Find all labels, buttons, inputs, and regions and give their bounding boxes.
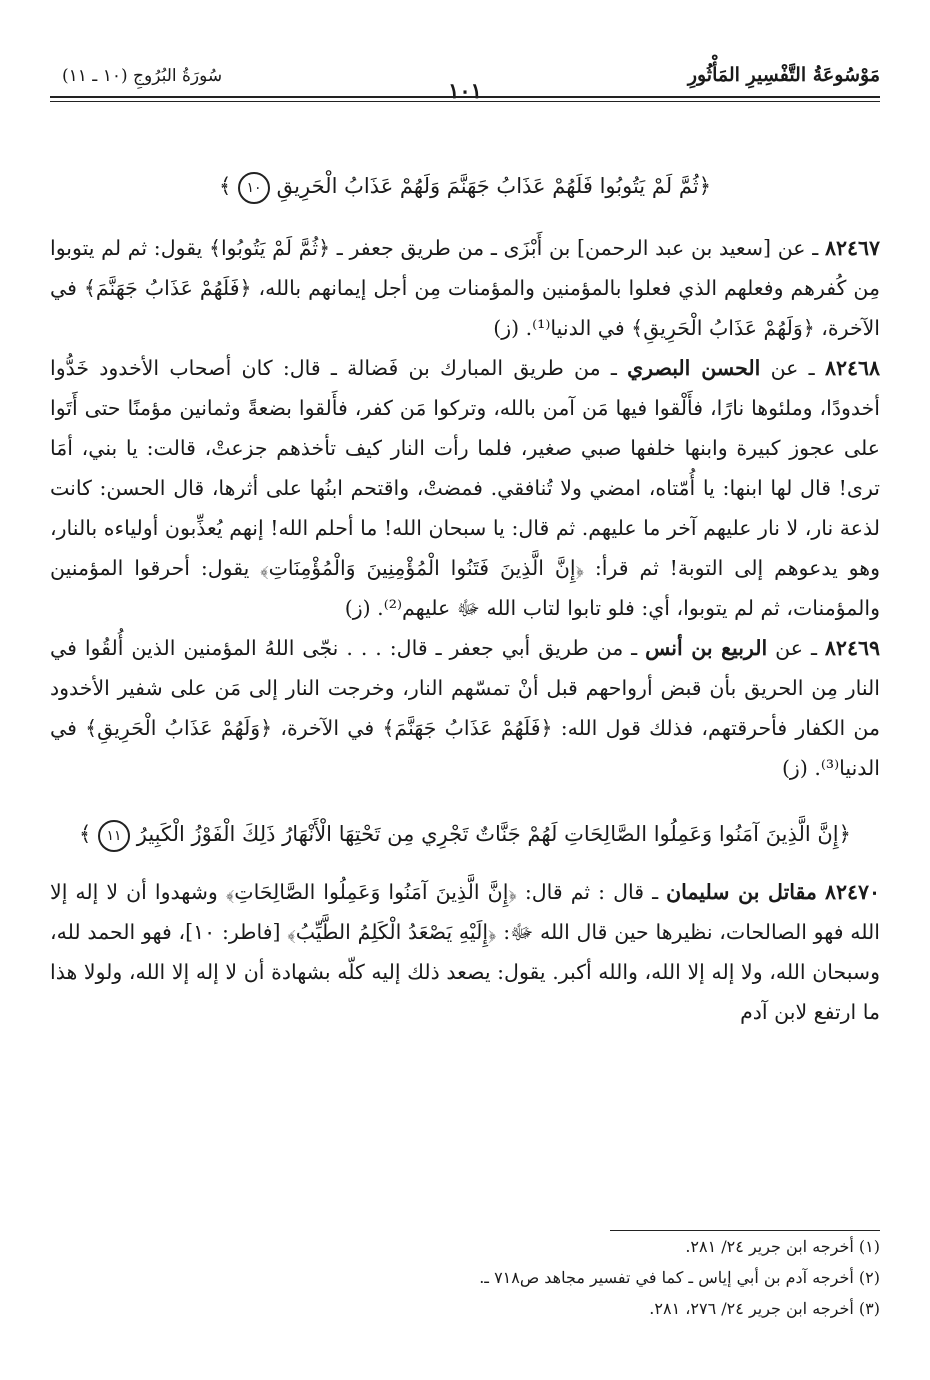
page	[50, 62, 880, 1032]
narrator-name: مقاتل بن سليمان	[666, 880, 817, 904]
narrator-name: الربيع بن أنس	[645, 636, 768, 660]
entry-82467	[50, 228, 880, 348]
verse-number-mark: ١١	[98, 820, 130, 852]
page-number: ١٠١	[448, 78, 482, 103]
entry-text: ـ من طريق المبارك بن فَضالة ـ قال: كان أصحاب الأخدود خَدُّوا أخدودًا، وملئوها نارًا، فأَلْقوا فيها مَن آمن بالله، وتركوا مَن كفر، فأَلقوا بضعةً وثمانين مؤمنًا حتى أَتَوا على عجوز كبيرة وابنها خلفها صبي صغير، فلما رأت النار كيف تأخذهم جزعتْ، قالت: يا بني، أمَا ترى! قال لها ابنها: يا أُمّتاه، امضي ولا تُنافقي. فمضتْ، واقتحم ابنُها على أثرها، قال الحسن: كانت لذعة نار، لا نار عليهم آخر ما عليهم. ثم قال: يا سبحان الله! ما أحلم الله! إنهم يُعذِّبون أولياءه بالنار، وهو يدعوهم إلى التوبة! ثم قرأ: ﴿إِنَّ الَّذِينَ فَتَنُوا الْمُؤْمِنِينَ وَالْمُؤْمِنَاتِ﴾ يقول: أحرقوا المؤمنين والمؤمنات، ثم لم يتوبوا، أي: فلو تابوا لتاب الله ﷻ عليهم⁽²⁾. (ز)	[50, 356, 880, 620]
entry-82470	[50, 872, 880, 1032]
verse-11	[50, 814, 880, 854]
verse-close: ﴾	[218, 174, 232, 198]
book-title: مَوْسُوعَةُ التَّفْسِيرِ المَأْثُورِ	[687, 64, 880, 86]
verse-number-mark: ١٠	[238, 172, 270, 204]
narrator-name: الحسن البصري	[627, 356, 761, 380]
verse-10	[50, 166, 880, 206]
header-rule	[50, 96, 880, 98]
footnote-1: (١) أخرجه ابن جرير ٢٤/ ٢٨١.	[685, 1237, 880, 1256]
entry-82468: ٨٢٤٦٨ ـ عن الحسن البصري ـ من طريق المبارك بن فَضالة ـ قال: كان أصحاب الأخدود خَدُّوا أخدودًا، وملئوها نارًا، فأَلْقوا فيها مَن آمن بالله، وتركوا مَن كفر، فأَلقوا بضعةً وثمانين مؤمنًا حتى أَتَوا على عجوز كبيرة وابنها خلفها صبي صغير، فلما رأت النار كيف تأخذهم جزعتْ، قالت: يا بني، أمَا ترى! قال لها ابنها: يا أُمّتاه، امضي ولا تُنافقي. فمضتْ، واقتحم ابنُها على أثرها، قال الحسن: كانت لذعة نار، لا نار عليهم آخر ما عليهم. ثم قال: يا سبحان الله! ما أحلم الله! إنهم يُعذِّبون أولياءه بالنار، وهو يدعوهم إلى التوبة! ثم قرأ: ﴿إِنَّ الَّذِينَ فَتَنُوا الْمُؤْمِنِينَ وَالْمُؤْمِنَاتِ﴾ يقول: أحرقوا المؤمنين والمؤمنات، ثم لم يتوبوا، أي: فلو تابوا لتاب الله ﷻ عليهم⁽²⁾. (ز)	[50, 356, 880, 620]
footnotes	[50, 1230, 880, 1324]
entry-number: ٨٢٤٦٩	[824, 636, 880, 660]
entry-82469: ٨٢٤٦٩ ـ عن الربيع بن أنس ـ من طريق أبي جعفر ـ قال: . . . نجّى اللهُ المؤمنين الذين أُلقُوا في النار مِن الحريق بأن قبض أرواحهم قبل أنْ تمسّهم النار، وخرجت النار إلى مَن على شفير الأخدود من الكفار فأحرقتهم، فذلك قول الله: ﴿فَلَهُمْ عَذَابُ جَهَنَّمَ﴾ في الآخرة، ﴿وَلَهُمْ عَذَابُ الْحَرِيقِ﴾ في الدنيا⁽³⁾. (ز)	[50, 636, 880, 780]
page-header	[50, 62, 880, 103]
entry-text: ـ قال : ثم قال: ﴿إِنَّ الَّذِينَ آمَنُوا وَعَمِلُوا الصَّالِحَاتِ﴾ وشهدوا أن لا إله إلا الله فهو الصالحات، نظيرها حين قال الله ﷻ: ﴿إِلَيْهِ يَصْعَدُ الْكَلِمُ الطَّيِّبُ﴾ [فاطر: ١٠]، فهو الحمد لله، وسبحان الله، ولا إله إلا الله، والله أكبر. يقول: يصعد ذلك إليه كلّه بشهادة أن لا إله إلا الله، ولولا هذا ما ارتفع لابن آدم	[50, 880, 880, 1024]
entry-number: ٨٢٤٦٨	[824, 356, 880, 380]
entry-text: ـ عن [سعيد بن عبد الرحمن] بن أَبْزَى ـ من طريق جعفر ـ ﴿ثُمَّ لَمْ يَتُوبُوا﴾ يقول: ثم لم يتوبوا مِن كُفرهم وفعلهم الذي فعلوا بالمؤمنين والمؤمنات مِن أجل إيمانهم بالله، ﴿فَلَهُمْ عَذَابُ جَهَنَّمَ﴾ في الآخرة، ﴿وَلَهُمْ عَذَابُ الْحَرِيقِ﴾ في الدنيا⁽¹⁾. (ز)	[50, 236, 880, 340]
footnote-2: (٢) أخرجه آدم بن أبي إياس ـ كما في تفسير مجاهد ص٧١٨ ـ.	[479, 1268, 880, 1287]
entry-number: ٨٢٤٧٠	[824, 880, 880, 904]
surah-label: سُورَةُ البُرُوجِ (١٠ ـ ١١)	[62, 66, 223, 86]
footnote-3: (٣) أخرجه ابن جرير ٢٤/ ٢٧٦، ٢٨١.	[649, 1299, 880, 1318]
verse-text: ﴿ثُمَّ لَمْ يَتُوبُوا فَلَهُمْ عَذَابُ جَهَنَّمَ وَلَهُمْ عَذَابُ الْحَرِيقِ	[276, 174, 711, 198]
verse-text: ﴿إِنَّ الَّذِينَ آمَنُوا وَعَمِلُوا الصَّالِحَاتِ لَهُمْ جَنَّاتٌ تَجْرِي مِن تَحْتِهَا الْأَنْهَارُ ذَلِكَ الْفَوْزُ الْكَبِيرُ	[136, 822, 851, 846]
entry-text: ـ من طريق أبي جعفر ـ قال: . . . نجّى اللهُ المؤمنين الذين أُلقُوا في النار مِن الحريق بأن قبض أرواحهم قبل أنْ تمسّهم النار، وخرجت النار إلى مَن على شفير الأخدود من الكفار فأحرقتهم، فذلك قول الله: ﴿فَلَهُمْ عَذَابُ جَهَنَّمَ﴾ في الآخرة، ﴿وَلَهُمْ عَذَابُ الْحَرِيقِ﴾ في الدنيا⁽³⁾. (ز)	[50, 636, 880, 780]
verse-close: ﴾	[79, 822, 92, 846]
entry-number: ٨٢٤٦٧	[824, 236, 880, 260]
